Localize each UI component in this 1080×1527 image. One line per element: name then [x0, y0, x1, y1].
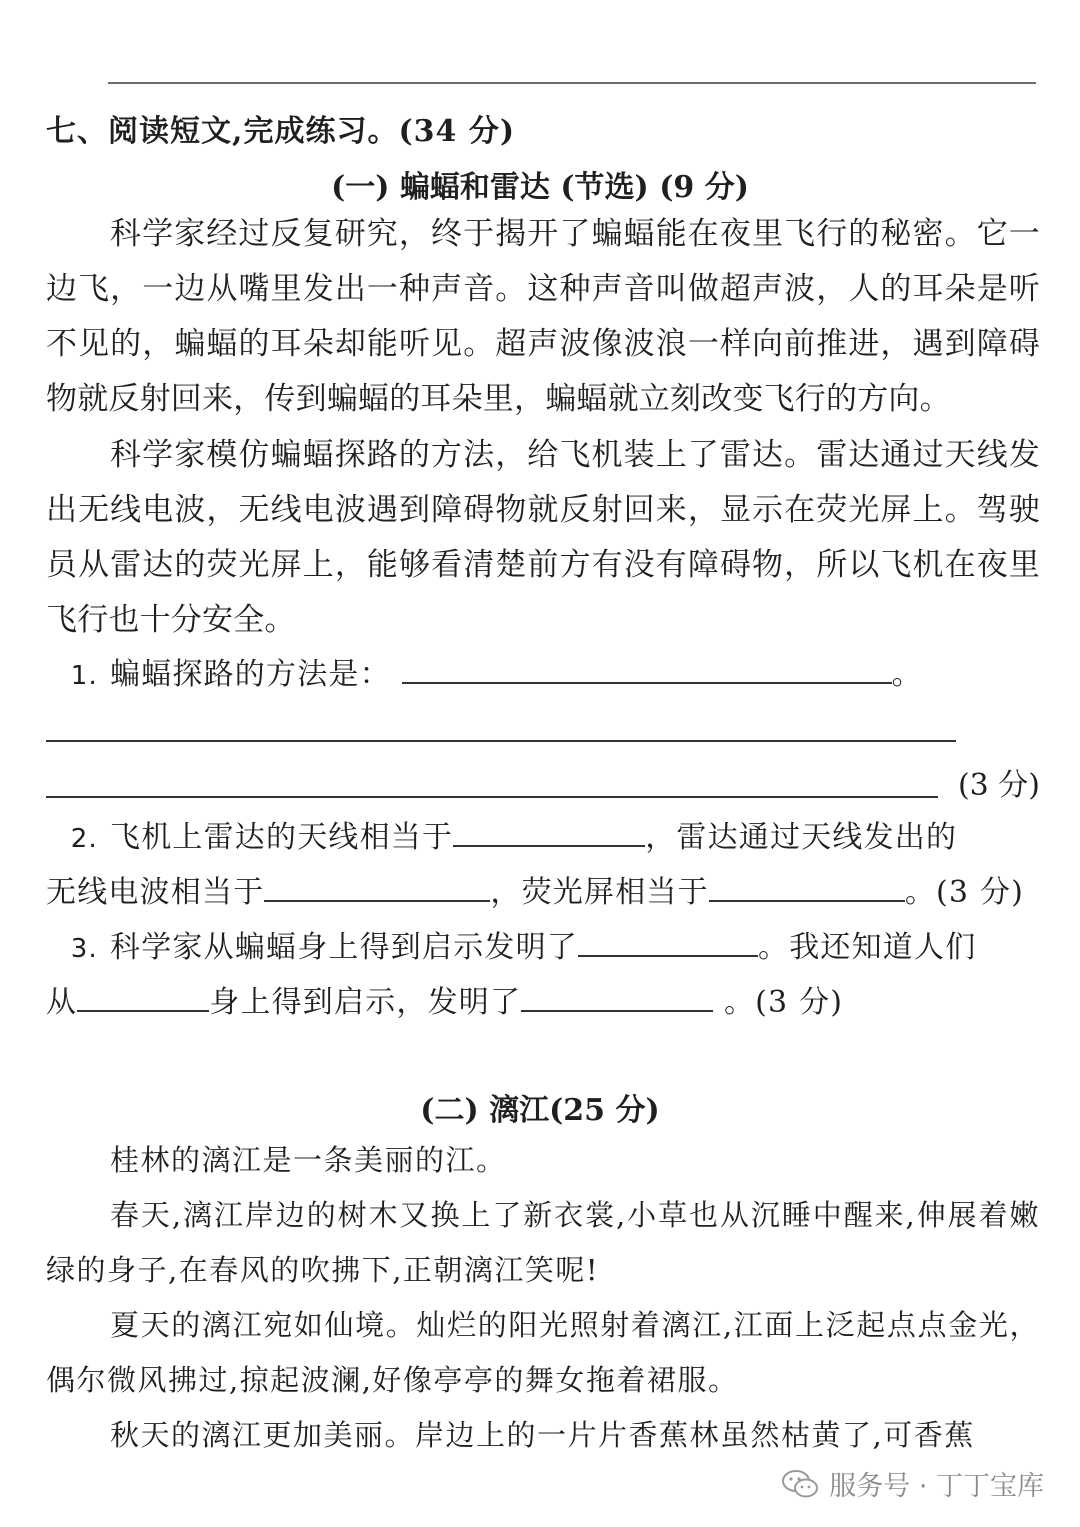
question-3-blank-result[interactable]	[521, 978, 713, 1012]
question-2-text-d: ，荧光屏相当于	[490, 875, 709, 910]
top-divider	[108, 82, 1036, 84]
passage2-paragraph-4: 秋天的漓江更加美丽。岸边上的一片片香蕉林虽然枯黄了,可香蕉	[110, 1418, 975, 1452]
passage2-title: (二) 漓江(25 分)	[420, 1093, 660, 1128]
question-1-end: 。	[891, 657, 923, 692]
question-2-number: 2.	[70, 824, 98, 854]
answer-line-1[interactable]	[46, 740, 956, 742]
question-3-text-a: 科学家从蝙蝠身上得到启示发明了	[110, 930, 578, 965]
passage2-paragraph-3: 夏天的漓江宛如仙境。灿烂的阳光照射着漓江,江面上泛起点点金光，偶尔微风拂过,掠起波澜,好像亭亭的舞女拖着裙服。	[46, 1308, 1040, 1397]
question-3-blank-invention[interactable]	[578, 923, 758, 957]
question-2-text-a: 飞机上雷达的天线相当于	[110, 820, 454, 855]
question-3-text-c: 从	[46, 985, 78, 1020]
watermark	[781, 1464, 1044, 1503]
question-2-line-1	[46, 810, 1040, 867]
passage2-paragraph-2: 春天,漓江岸边的树木又换上了新衣裳,小草也从沉睡中醒来,伸展着嫩绿的身子,在春风的吹拂下,正朝漓江笑呢!	[46, 1198, 1040, 1287]
question-2-text-e: 。(3 分)	[904, 875, 1025, 910]
watermark-text: 服务号 · 丁丁宝库	[829, 1471, 1044, 1502]
passage1-paragraph-1: 科学家经过反复研究，终于揭开了蝙蝠能在夜里飞行的秘密。它一边飞，一边从嘴里发出一种声音。这种声音叫做超声波，人的耳朵是听不见的，蝙蝠的耳朵却能听见。超声波像波浪一样向前推进，遇到障碍物就反射回来，传到蝙蝠的耳朵里，蝙蝠就立刻改变飞行的方向。	[46, 216, 1040, 417]
passage2-paragraph-1: 桂林的漓江是一条美丽的江。	[110, 1143, 507, 1177]
question-3-number: 3.	[70, 934, 98, 964]
question-3-blank-source[interactable]	[77, 978, 209, 1012]
question-2-text-b: ，雷达通过天线发出的	[645, 820, 958, 855]
question-3-line-2	[46, 975, 1040, 1030]
passage1-title: (一) 蝙蝠和雷达 (节选) (9 分)	[331, 170, 749, 205]
question-2-line-2	[46, 865, 1040, 920]
question-1-text: 蝙蝠探路的方法是：	[110, 657, 391, 692]
question-1-number: 1.	[70, 661, 98, 691]
question-2-blank-screen[interactable]	[709, 868, 905, 902]
question-2-blank-antenna[interactable]	[453, 813, 645, 847]
answer-line-2[interactable]	[46, 796, 938, 798]
section-title: 七、阅读短文,完成练习。(34 分)	[46, 114, 516, 149]
wechat-icon	[781, 1469, 819, 1499]
question-2-blank-radio-wave[interactable]	[264, 868, 490, 902]
passage1-paragraph-2: 科学家模仿蝙蝠探路的方法，给飞机装上了雷达。雷达通过天线发出无线电波，无线电波遇到障碍物就反射回来，显示在荧光屏上。驾驶员从雷达的荧光屏上，能够看清楚前方有没有障碍物，所以飞机在夜里飞行也十分安全。	[46, 437, 1040, 638]
question-3-text-b: 。我还知道人们	[758, 930, 977, 965]
question-3-text-d: 身上得到启示，发明了	[209, 985, 522, 1020]
question-1	[46, 647, 1040, 704]
question-1-blank[interactable]	[402, 650, 892, 684]
question-2-text-c: 无线电波相当于	[46, 875, 265, 910]
question-3-line-1	[46, 920, 1040, 977]
question-1-score: (3 分)	[957, 768, 1040, 803]
question-3-text-e: 。(3 分)	[713, 985, 844, 1020]
